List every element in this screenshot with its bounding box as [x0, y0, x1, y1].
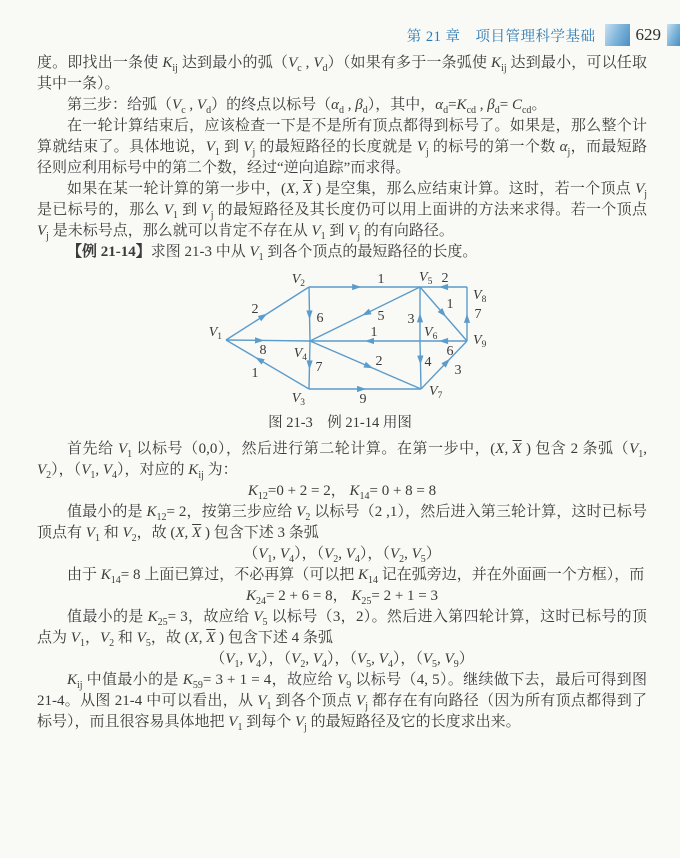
paragraph-round-check: 在一轮计算结束后，应该检查一下是不是所有顶点都得到标号了。如果是，那么整个计算就结束了。具体地说，$V_1$ 到 $V_j$ 的最短路径的长度就是 $V_j$ 的标号的第一个数 $\alpha_j$，而最短路径则应利用标号中的第二个数，经过“逆向追踪”而求得。 — [37, 118, 647, 176]
edge-weight-label: 6 — [316, 311, 324, 326]
figure-caption: 图 21-3 例 21-14 用图 — [268, 415, 412, 431]
graph-node-label: $V_5$ — [419, 270, 433, 287]
edge-arrowhead-icon — [362, 309, 372, 316]
formula-k12-k14: $K_{12}=0 + 2 = 2$， $K_{14}= 0 + 8 = 8$ — [247, 483, 437, 502]
edge-weight-label: 1 — [446, 297, 454, 312]
edge-weight-label: 6 — [446, 344, 454, 359]
graph-node-label: $V_3$ — [291, 391, 305, 408]
paragraph-empty-set: 如果在某一轮计算的第一步中，(X, $\overline{X}$ ) 是空集，那么应结束计算。这时，若一个顶点 $V_j$ 是已标号的，那么 $V_1$ 到 $V_j$ 的最短路径及其长度仍可以用上面讲的方法来求得。若一个顶点 $V_j$ 是未标号点，那么就可以肯定不存在从 $V_1$ 到 $V_j$ 的有向路径。 — [37, 181, 648, 242]
page-body — [37, 53, 647, 733]
edge-weight-label: 7 — [315, 360, 323, 375]
page-number: 629 — [635, 25, 661, 44]
edge-arrowhead-icon — [352, 284, 361, 290]
paragraph-conclusion: $K_{ij}$ 中值最小的是 $K_{59}= 3 + 1 = 4$，故应给 $V_9$ 以标号（4, 5）。继续做下去，最后可得到图 21-4。从图 21-4 中可以看出，从 $V_1$ 到各个顶点 $V_j$ 都存在有向路径（因为所有顶点都得到了标号），而且很容易具体地把 $V_1$ 到每个 $V_j$ 的最短路径及它的长度求出来。 — [37, 672, 647, 733]
edge-weight-label: 1 — [370, 325, 378, 340]
header-edge-square — [667, 24, 680, 46]
edge-arrowhead-icon — [464, 314, 470, 323]
edge-weight-label: 1 — [251, 366, 259, 381]
edge-arrowhead-icon — [363, 362, 373, 368]
header-accent-square — [605, 24, 630, 46]
formula-arcs-4: （$V_1$, $V_4$），（$V_2$, $V_4$），（$V_5$, $V_4$），（$V_5$, $V_9$） — [210, 651, 474, 670]
edge-weight-label: 9 — [359, 392, 367, 407]
paragraph-k14-note: 由于 $K_{14}= 8$ 上面已算过，不必再算（可以把 $K_{14}$ 记在弧旁边，并在外面画一个方框），而 — [67, 567, 645, 586]
edge-weight-label: 3 — [454, 363, 462, 378]
paragraph-step3: 第三步：给弧（$V_c$ , $V_d$）的终点以标号（$\alpha_d$ , $\beta_d$），其中，$\alpha_d=K_{cd}$ , $\beta_d= C_{cd}$。 — [67, 97, 547, 116]
edge-arrowhead-icon — [417, 356, 423, 365]
graph-node-label: $V_1$ — [208, 325, 222, 342]
graph-node-label: $V_7$ — [429, 384, 443, 401]
graph-node-label: $V_4$ — [293, 346, 307, 363]
figure-21-3 — [0, 267, 680, 434]
edge-arrowhead-icon — [417, 313, 423, 322]
graph-edge — [226, 287, 309, 340]
edge-weight-label: 7 — [474, 307, 482, 322]
graph-node-label: $V_6$ — [424, 325, 438, 342]
edge-arrowhead-icon — [306, 310, 312, 319]
edge-weight-label: 2 — [251, 302, 259, 317]
paragraph-round3: 值最小的是 $K_{12}= 2$，按第三步应给 $V_2$ 以标号（2 ,1），然后进入第三轮计算，这时已标号顶点有 $V_1$ 和 $V_2$，故 (X, $\overline{X}$ ) 包含下述 3 条弧 — [37, 504, 647, 544]
edge-weight-label: 2 — [375, 354, 383, 369]
edge-weight-label: 8 — [259, 343, 267, 358]
edge-arrowhead-icon — [306, 360, 312, 369]
graph-node-label: $V_8$ — [473, 288, 487, 305]
edge-weight-label: 1 — [377, 272, 385, 287]
page-header — [0, 24, 680, 46]
graph-node-label: $V_2$ — [291, 272, 305, 289]
edge-weight-label: 2 — [441, 271, 449, 286]
paragraph-example-21-14: 【例 21-14】求图 21-3 中从 $V_1$ 到各个顶点的最短路径的长度。 — [67, 244, 478, 263]
graph-diagram — [0, 267, 680, 413]
edge-weight-label: 5 — [377, 309, 385, 324]
paragraph-first-label: 首先给 $V_1$ 以标号（0,0），然后进行第二轮计算。在第一步中，(X, $\overline{X}$ ) 包含 2 条弧（$V_1$, $V_2$），（$V_1$, $V_4$），对应的 $K_{ij}$ 为： — [37, 441, 648, 481]
formula-k24-k25: $K_{24}= 2 + 6 = 8$， $K_{25}= 2 + 1 = 3$ — [245, 588, 439, 607]
edge-weight-label: 3 — [407, 312, 415, 327]
edge-weight-label: 4 — [424, 355, 432, 370]
formula-arcs-3: （$V_1$, $V_4$），（$V_2$, $V_4$），（$V_2$, $V_5$） — [243, 546, 441, 565]
graph-node-label: $V_9$ — [473, 333, 487, 350]
graph-edge — [420, 341, 421, 389]
edge-arrowhead-icon — [255, 357, 264, 364]
chapter-title: 第 21 章 项目管理科学基础 — [406, 28, 596, 45]
paragraph-continuation: 度。即找出一条使 $K_{ij}$ 达到最小的弧（$V_c$ , $V_d$）（如果有多于一条弧使 $K_{ij}$ 达到最小，可以任取其中一条）。 — [37, 55, 647, 92]
edge-arrowhead-icon — [258, 314, 267, 322]
paragraph-round4: 值最小的是 $K_{25}= 3$，故应给 $V_5$ 以标号（3，2）。然后进入第四轮计算，这时已标号的顶点为 $V_1$，$V_2$ 和 $V_5$，故 (X, $\overline{X}$ ) 包含下述 4 条弧 — [37, 609, 647, 649]
graph-edge — [226, 340, 310, 341]
